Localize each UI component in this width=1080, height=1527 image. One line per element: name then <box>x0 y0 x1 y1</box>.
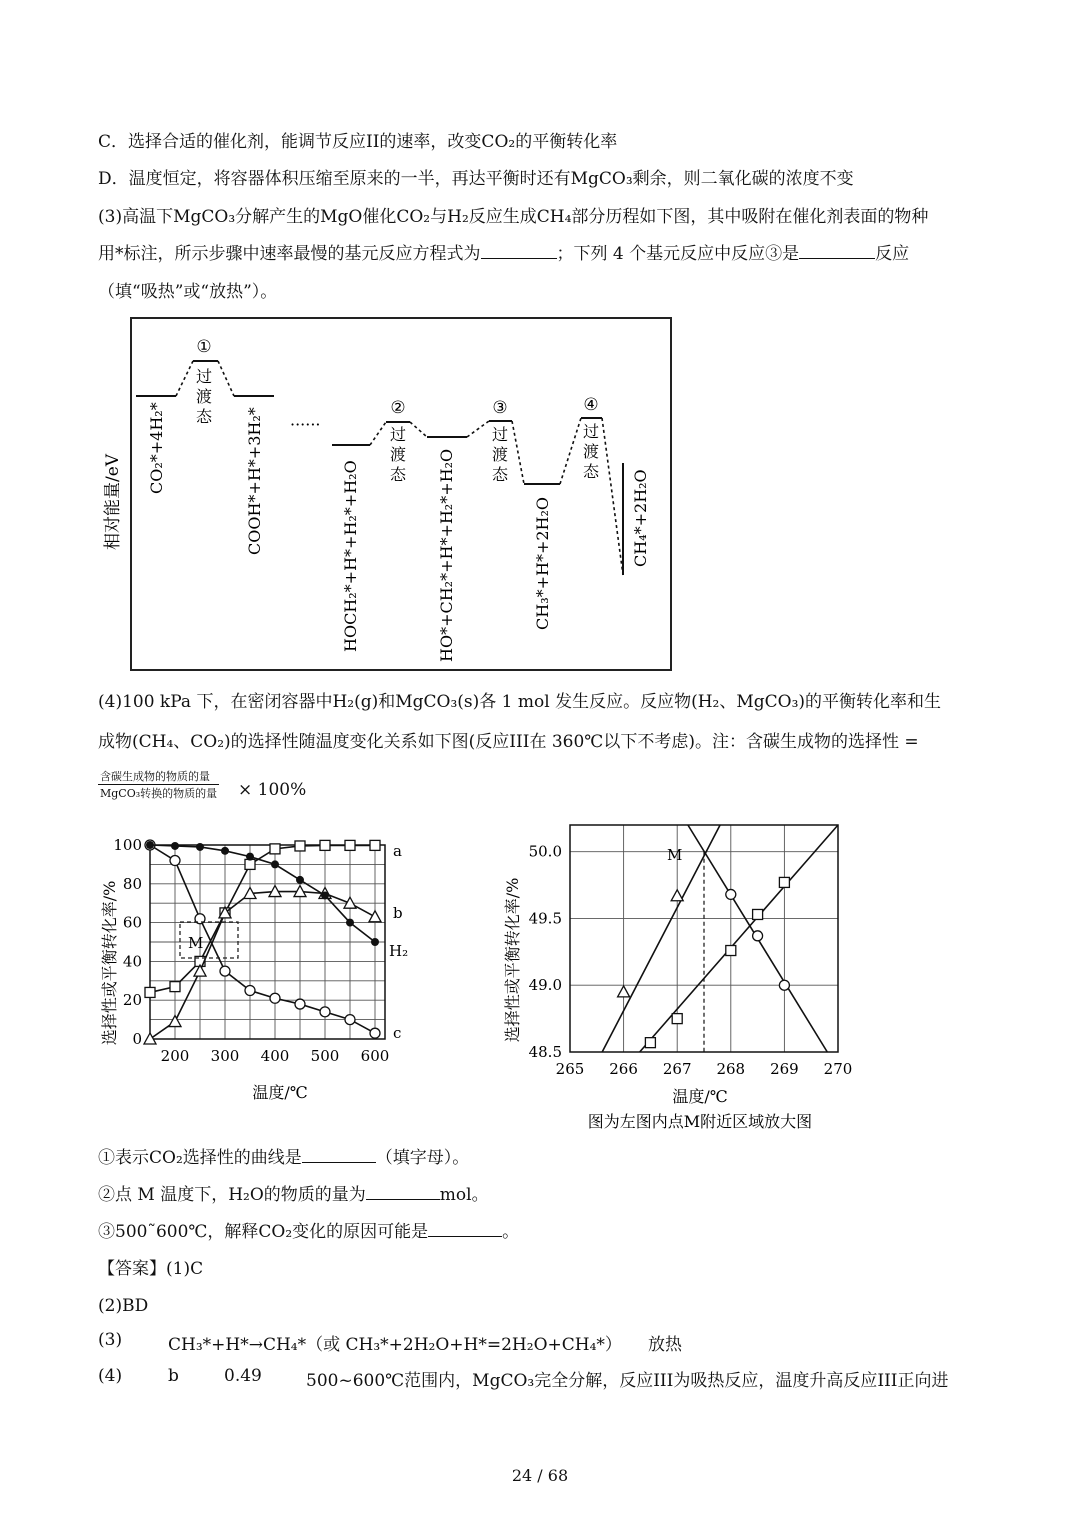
data-point-circle <box>320 1007 330 1017</box>
part3-line2 <box>98 242 909 266</box>
data-point-triangle <box>618 986 630 997</box>
ts-4-char: 态 <box>582 462 600 481</box>
series-line-a <box>150 845 375 992</box>
answer-head: 【答案】(1)C <box>98 1259 204 1279</box>
part4-line1: (4)100 kPa 下，在密闭容器中H₂(g)和MgCO₃(s)各 1 mol 发生反应。反应物(H₂、MgCO₃)的平衡转化率和生 <box>98 692 942 712</box>
option-c: C．选择合适的催化剂，能调节反应II的速率，改变CO₂的平衡转化率 <box>98 132 618 152</box>
data-point-circle <box>170 856 180 866</box>
part3-text-a: 用*标注，所示步骤中速率最慢的基元反应方程式为 <box>98 244 481 264</box>
ts-1-char: 渡 <box>195 387 213 406</box>
data-point-square <box>645 1038 655 1048</box>
species-1: CO₂*+4H₂* <box>147 402 166 494</box>
answer-blank <box>799 242 875 259</box>
chart1-ylabel: 选择性或平衡转化率/% <box>100 880 119 1046</box>
data-point-circle <box>270 993 280 1003</box>
y-tick-label: 50.0 <box>528 842 562 861</box>
x-tick-label: 270 <box>823 1060 853 1078</box>
ts-1-char: 态 <box>195 407 213 426</box>
chart-conversion-selectivity <box>95 828 425 1108</box>
data-point-square <box>672 1014 682 1024</box>
ellipsis-dots: ······ <box>290 415 321 434</box>
fraction-tail: × 100% <box>238 780 307 800</box>
data-point-dot <box>171 842 179 850</box>
sub-question-3 <box>98 1220 519 1244</box>
part3-text-c: 反应 <box>875 244 910 264</box>
data-point-circle <box>220 966 230 976</box>
y-tick-label: 80 <box>122 874 142 893</box>
ts-2-char: 渡 <box>389 445 407 464</box>
data-point-circle <box>245 986 255 996</box>
y-tick-label: 60 <box>122 913 142 932</box>
step-2-label: ② <box>390 398 406 418</box>
y-tick-label: 100 <box>113 836 142 854</box>
sq2-text-b: mol。 <box>439 1185 489 1205</box>
part3-line3: （填“吸热”或“放热”）。 <box>98 282 278 302</box>
species-3: HOCH₂*+H*+H₂*+H₂O <box>341 460 360 652</box>
series-line-triangle <box>602 825 720 1052</box>
species-6: CH₄*+2H₂O <box>631 469 650 567</box>
answer-2: (2)BD <box>98 1296 149 1316</box>
data-point-square <box>345 840 355 850</box>
data-point-square <box>779 877 789 887</box>
data-point-circle <box>726 889 736 899</box>
series-label-b: b <box>393 904 403 922</box>
data-point-dot <box>246 853 254 861</box>
x-tick-label: 300 <box>210 1047 240 1065</box>
data-point-dot <box>221 847 229 855</box>
x-tick-label: 400 <box>260 1047 290 1065</box>
ts-4-char: 渡 <box>582 442 600 461</box>
answer-blank <box>428 1220 502 1237</box>
data-point-circle <box>779 980 789 990</box>
species-4: HO*+CH₂*+H*+H₂*+H₂O <box>437 448 456 662</box>
data-point-square <box>270 844 280 854</box>
species-5: CH₃*+H*+2H₂O <box>533 496 552 630</box>
part3-line1: (3)高温下MgCO₃分解产生的MgO催化CO₂与H₂反应生成CH₄部分历程如下图，其中吸附在催化剂表面的物种 <box>98 207 929 227</box>
option-d: D．温度恒定，将容器体积压缩至原来的一半，再达平衡时还有MgCO₃剩余，则二氧化碳的浓度不变 <box>98 169 854 189</box>
data-point-circle <box>345 1015 355 1025</box>
x-tick-label: 600 <box>360 1047 390 1065</box>
x-tick-label: 200 <box>160 1047 190 1065</box>
chart2-caption: 图为左图内点M附近区域放大图 <box>587 1112 813 1131</box>
x-tick-label: 266 <box>609 1060 638 1078</box>
x-tick-label: 500 <box>310 1047 340 1065</box>
series-line-H₂ <box>150 845 375 942</box>
data-point-square <box>726 946 736 956</box>
ts-3-char: 过 <box>491 425 509 444</box>
y-tick-label: 40 <box>122 952 142 971</box>
energy-diagram <box>100 312 680 677</box>
data-point-square <box>145 987 155 997</box>
series-label-h2: H₂ <box>389 942 409 960</box>
answer-4-b: b <box>168 1366 179 1386</box>
data-point-circle <box>295 999 305 1009</box>
answer-blank <box>366 1183 440 1200</box>
sq1-text-b: （填字母）。 <box>375 1148 470 1168</box>
y-tick-label: 49.0 <box>528 976 562 995</box>
data-point-dot <box>321 891 329 899</box>
data-point-dot <box>296 876 304 884</box>
sub-question-2 <box>98 1183 489 1207</box>
series-label-c: c <box>393 1024 402 1042</box>
step-4-label: ④ <box>583 395 599 415</box>
answer-3-end: 放热 <box>648 1335 682 1355</box>
answer-blank <box>481 242 557 259</box>
page-number: 24 / 68 <box>511 1466 569 1485</box>
sub-question-1 <box>98 1146 469 1170</box>
sq1-text-a: ①表示CO₂选择性的曲线是 <box>98 1148 302 1168</box>
step-1-label: ① <box>196 337 212 357</box>
data-point-triangle <box>344 897 356 908</box>
ts-1-char: 过 <box>195 367 213 386</box>
data-point-dot <box>346 919 354 927</box>
data-point-square <box>370 840 380 850</box>
chart-zoom-m <box>500 820 870 1135</box>
data-point-dot <box>371 938 379 946</box>
part3-text-b: ；下列 4 个基元反应中反应③是 <box>556 244 800 264</box>
y-tick-label: 20 <box>122 991 142 1010</box>
y-tick-label: 48.5 <box>528 1043 562 1061</box>
answer-blank <box>302 1146 376 1163</box>
data-point-triangle <box>169 1016 181 1027</box>
m-point-label: M <box>667 846 683 864</box>
sq3-text-a: ③500˜600℃，解释CO₂变化的原因可能是 <box>98 1222 429 1242</box>
ts-3-char: 态 <box>491 465 509 484</box>
chart2-ylabel: 选择性或平衡转化率/% <box>503 877 522 1043</box>
chart2-xlabel: 温度/℃ <box>672 1087 728 1106</box>
fraction-numerator: 含碳生成物的物质的量 <box>98 768 219 785</box>
answer-3-num: (3) <box>98 1330 123 1350</box>
data-point-circle <box>753 931 763 941</box>
data-point-dot <box>146 841 154 849</box>
y-tick-label: 0 <box>132 1030 142 1048</box>
part4-line2: 成物(CH₄、CO₂)的选择性随温度变化关系如下图(反应III在 360℃以下不考虑)。注：含碳生成物的选择性 = <box>98 732 919 752</box>
fraction-denominator: MgCO₃转换的物质的量 <box>100 787 218 800</box>
ts-2-char: 态 <box>389 465 407 484</box>
series-label-a: a <box>393 842 402 860</box>
y-tick-label: 49.5 <box>528 909 562 928</box>
data-point-square <box>245 859 255 869</box>
answer-3-text: CH₃*+H*→CH₄*（或 CH₃*+2H₂O+H*=2H₂O+CH₄*） <box>168 1335 622 1355</box>
sq2-text-a: ②点 M 温度下，H₂O的物质的量为 <box>98 1185 366 1205</box>
data-point-dot <box>196 843 204 851</box>
m-label: M <box>188 934 204 952</box>
data-point-circle <box>370 1028 380 1038</box>
sq3-text-b: 。 <box>502 1222 520 1242</box>
data-point-triangle <box>671 890 683 901</box>
species-2: COOH*+H*+3H₂* <box>245 407 264 555</box>
data-point-square <box>753 909 763 919</box>
x-tick-label: 267 <box>662 1060 692 1078</box>
data-point-square <box>320 840 330 850</box>
answer-4-num: (4) <box>98 1366 123 1386</box>
data-point-square <box>295 841 305 851</box>
ts-2-char: 过 <box>389 425 407 444</box>
step-3-label: ③ <box>492 398 508 418</box>
data-point-triangle <box>369 911 381 922</box>
x-tick-label: 269 <box>770 1060 799 1078</box>
ts-4-char: 过 <box>582 422 600 441</box>
answer-4-text: 500~600℃范围内，MgCO₃完全分解，反应III为吸热反应，温度升高反应III正向进 <box>306 1371 949 1391</box>
data-point-square <box>170 982 180 992</box>
ts-3-char: 渡 <box>491 445 509 464</box>
data-point-dot <box>271 860 279 868</box>
energy-axis-label: 相对能量/eV <box>103 453 123 551</box>
selectivity-fraction <box>98 768 219 801</box>
answer-4-val: 0.49 <box>224 1366 262 1386</box>
x-tick-label: 268 <box>716 1060 746 1078</box>
x-tick-label: 265 <box>555 1060 585 1078</box>
chart1-xlabel: 温度/℃ <box>252 1083 308 1102</box>
